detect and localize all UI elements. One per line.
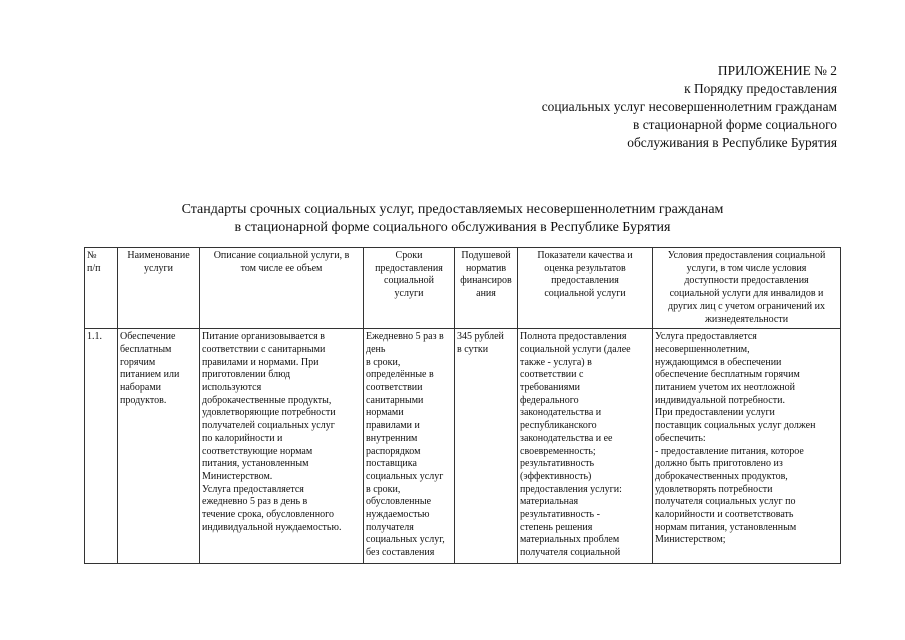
appendix-ref-line: обслуживания в Республике Бурятия <box>627 135 837 150</box>
table-row <box>85 329 841 564</box>
cell-service-name: Обеспечение бесплатным горячим питанием или наборами продуктов. <box>118 329 200 564</box>
column-header-conditions: Условия предоставления социальной услуги, в том числе условия доступности предоставления социальной услуги для инвалидов и других лиц с учетом ограничений их жизнедеятельности <box>653 248 841 329</box>
cell-conditions: Услуга предоставляется несовершеннолетним, нуждающимся в обеспечении обеспечение бесплатным горячим питанием учетом их неотложной индивидуальной потребности. При предоставлении услуги поставщик социальных услуг должен обеспечить: - предоставление питания, которое должно быть приготовлено из доброкачественных продуктов, удовлетворять потребности получателя социальных услуг по калорийности и соответствовать нормам питания, установленным Министерством; <box>653 329 841 564</box>
appendix-ref-line: в стационарной форме социального <box>633 117 837 132</box>
standards-table <box>84 247 841 564</box>
appendix-number: ПРИЛОЖЕНИЕ № 2 <box>717 63 837 78</box>
appendix-ref-line: к Порядку предоставления <box>684 81 837 96</box>
appendix-header <box>542 62 837 152</box>
column-header-name: Наименование услуги <box>118 248 200 329</box>
cell-description: Питание организовывается в соответствии с санитарными правилами и нормами. При приготовлении блюд используются доброкачественные продукты, удовлетворяющие потребности получателей социальных услуг по калорийности и соответствующие нормам питания, установленным Министерством. Услуга предоставляется ежедневно 5 раз в день в течение срока, обусловленного индивидуальной нуждаемостью. <box>200 329 364 564</box>
column-header-number: № п/п <box>85 248 118 329</box>
appendix-ref-line: социальных услуг несовершеннолетним гражданам <box>541 99 837 114</box>
table-header-row <box>85 248 841 329</box>
document-title-line: в стационарной форме социального обслуживания в Республике Бурятия <box>234 220 671 235</box>
column-header-terms: Сроки предоставления социальной услуги <box>364 248 455 329</box>
cell-quality: Полнота предоставления социальной услуги (далее также - услуга) в соответствии с требованиями федерального законодательства и республиканского законодательства и ее своевременность; результативность (эффективность) предоставления услуги: материальная результативность - степень решения материальных проблем получателя социальной <box>518 329 653 564</box>
cell-terms: Ежедневно 5 раз в день в сроки, определённые в соответствии санитарными нормами правилами и внутренним распорядком поставщика социальных услуг в сроки, обусловленные нуждаемостью получателя социальных услуг, без составления <box>364 329 455 564</box>
column-header-norm: Подушевой норматив финансиров ания <box>455 248 518 329</box>
document-title-line: Стандарты срочных социальных услуг, предоставляемых несовершеннолетним гражданам <box>181 202 724 217</box>
column-header-quality: Показатели качества и оценка результатов предоставления социальной услуги <box>518 248 653 329</box>
document-title <box>0 201 905 237</box>
cell-number: 1.1. <box>85 329 118 564</box>
cell-norm: 345 рублей в сутки <box>455 329 518 564</box>
column-header-description: Описание социальной услуги, в том числе ее объем <box>200 248 364 329</box>
